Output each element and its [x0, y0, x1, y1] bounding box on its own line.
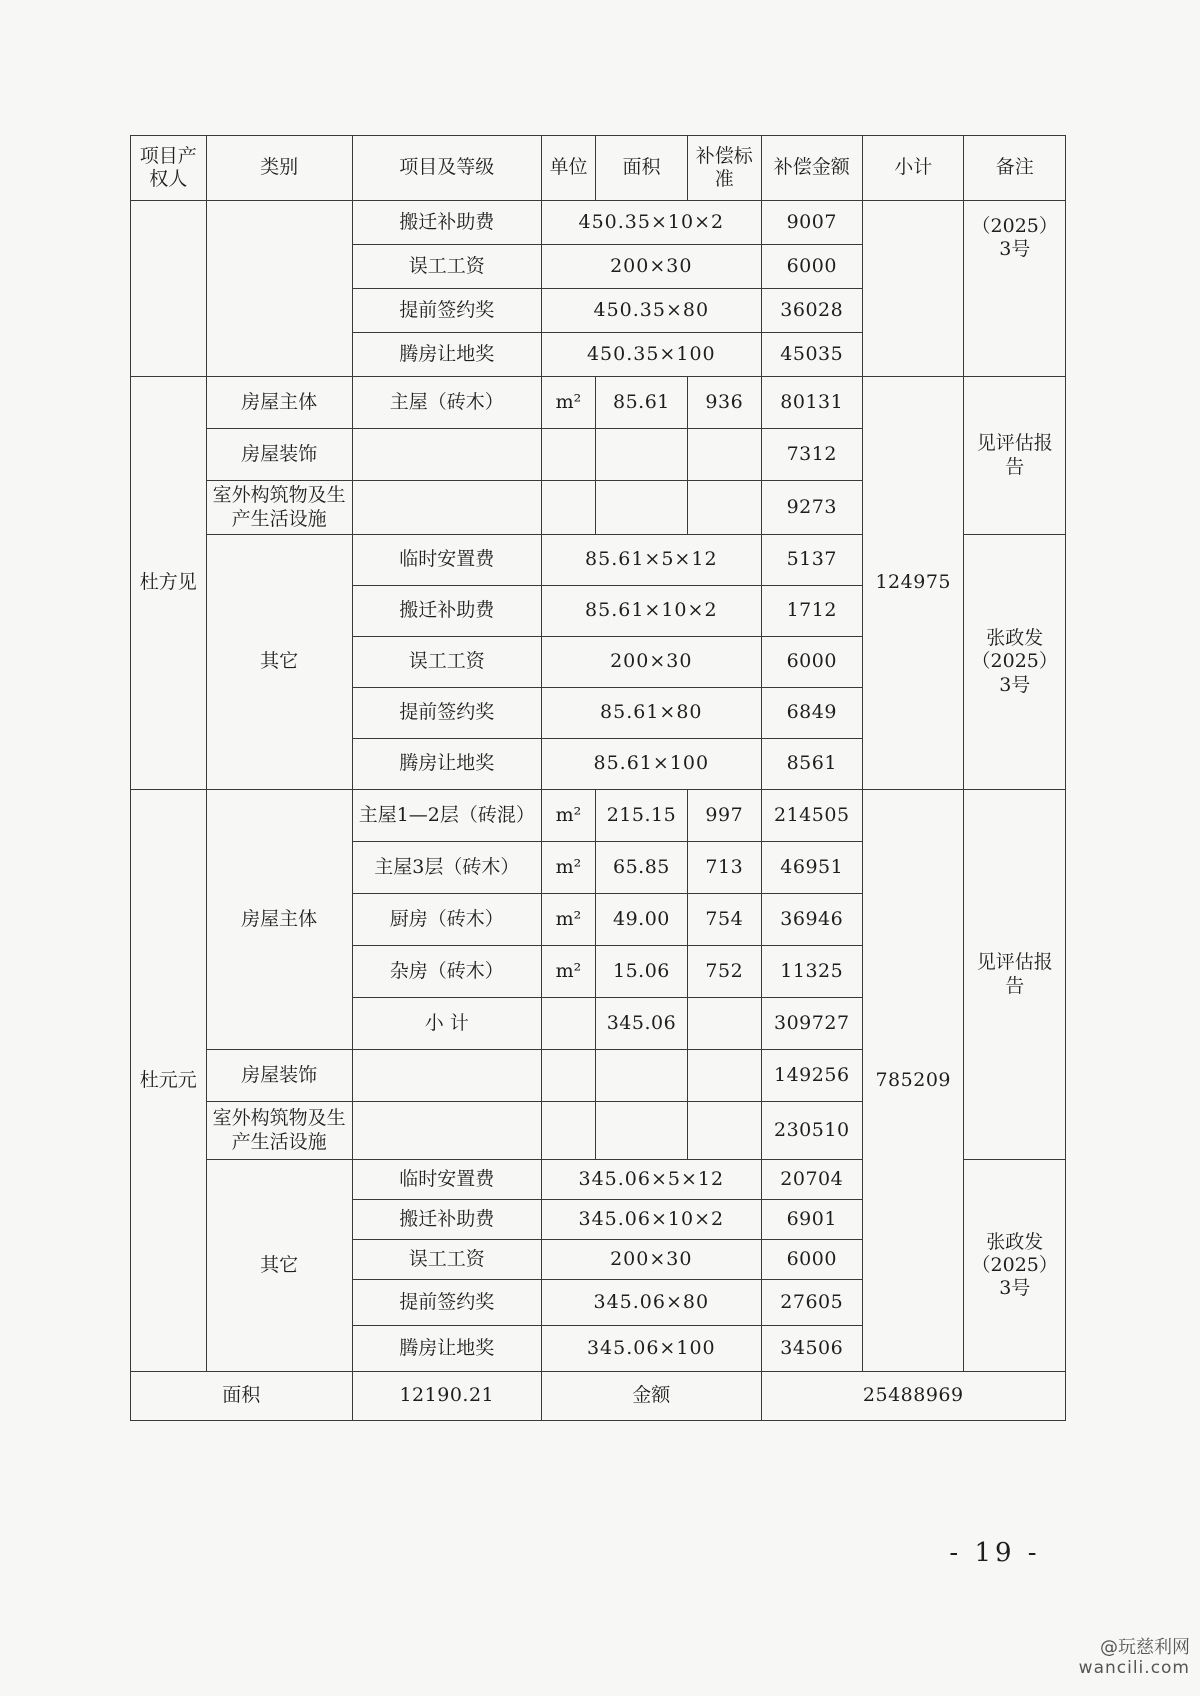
page-number: - 19 - — [949, 1538, 1041, 1568]
header-cell: 补偿金额 — [761, 136, 862, 201]
formula-cell: 85.61×100 — [542, 739, 761, 790]
formula-cell: 200×30 — [542, 245, 761, 289]
category-cell: 房屋主体 — [206, 377, 352, 429]
area-cell — [595, 481, 687, 535]
formula-cell: 85.61×80 — [542, 688, 761, 739]
table-row — [131, 377, 1066, 429]
item-cell: 腾房让地奖 — [352, 739, 541, 790]
item-cell: 搬迁补助费 — [352, 586, 541, 637]
item-cell: 提前签约奖 — [352, 688, 541, 739]
formula-cell: 450.35×80 — [542, 289, 761, 333]
standard-cell — [688, 481, 762, 535]
area-cell — [595, 1050, 687, 1102]
header-cell: 项目及等级 — [352, 136, 541, 201]
header-cell: 单位 — [542, 136, 596, 201]
unit-cell: m² — [542, 894, 596, 946]
item-cell: 腾房让地奖 — [352, 333, 541, 377]
header-cell: 类别 — [206, 136, 352, 201]
item-cell: 误工工资 — [352, 245, 541, 289]
category-cell: 房屋装饰 — [206, 429, 352, 481]
total-amount-value: 25488969 — [761, 1372, 1065, 1421]
watermark-line2: wancili.com — [1078, 1657, 1190, 1678]
item-cell: 主屋3层（砖木） — [352, 842, 541, 894]
header-row — [131, 136, 1066, 201]
compensation-table — [130, 135, 1066, 1421]
subtotal-cell: 785209 — [863, 790, 964, 1372]
item-cell: 提前签约奖 — [352, 289, 541, 333]
unit-cell: m² — [542, 946, 596, 998]
area-cell — [595, 1102, 687, 1160]
header-cell: 项目产权人 — [131, 136, 207, 201]
formula-cell: 345.06×5×12 — [542, 1160, 761, 1200]
formula-cell: 85.61×5×12 — [542, 535, 761, 586]
amount-cell: 230510 — [761, 1102, 862, 1160]
item-cell: 小 计 — [352, 998, 541, 1050]
unit-cell — [542, 429, 596, 481]
standard-cell: 752 — [688, 946, 762, 998]
amount-cell: 8561 — [761, 739, 862, 790]
area-cell: 65.85 — [595, 842, 687, 894]
standard-cell — [688, 1050, 762, 1102]
standard-cell: 754 — [688, 894, 762, 946]
note-cell: （2025）3号 — [964, 201, 1066, 377]
amount-cell: 6000 — [761, 637, 862, 688]
category-cell: 室外构筑物及生产生活设施 — [206, 1102, 352, 1160]
item-cell: 搬迁补助费 — [352, 201, 541, 245]
amount-cell: 6901 — [761, 1200, 862, 1240]
header-cell: 备注 — [964, 136, 1066, 201]
unit-cell: m² — [542, 842, 596, 894]
item-cell: 搬迁补助费 — [352, 1200, 541, 1240]
standard-cell: 997 — [688, 790, 762, 842]
item-cell: 主屋1—2层（砖混） — [352, 790, 541, 842]
formula-cell: 450.35×100 — [542, 333, 761, 377]
area-cell: 15.06 — [595, 946, 687, 998]
category-cell: 其它 — [206, 1160, 352, 1372]
amount-cell: 6000 — [761, 1240, 862, 1280]
standard-cell — [688, 429, 762, 481]
formula-cell: 200×30 — [542, 637, 761, 688]
item-cell: 误工工资 — [352, 1240, 541, 1280]
item-cell: 杂房（砖木） — [352, 946, 541, 998]
amount-cell: 36946 — [761, 894, 862, 946]
standard-cell — [688, 1102, 762, 1160]
item-cell: 临时安置费 — [352, 535, 541, 586]
note-cell: 见评估报告 — [964, 790, 1066, 1160]
note-cell: 张政发（2025）3号 — [964, 535, 1066, 790]
standard-cell: 936 — [688, 377, 762, 429]
owner-cell: 杜方见 — [131, 377, 207, 790]
amount-cell: 80131 — [761, 377, 862, 429]
formula-cell: 450.35×10×2 — [542, 201, 761, 245]
standard-cell: 713 — [688, 842, 762, 894]
category-cell: 室外构筑物及生产生活设施 — [206, 481, 352, 535]
category-cell: 其它 — [206, 535, 352, 790]
totals-row — [131, 1372, 1066, 1421]
owner-cell: 杜元元 — [131, 790, 207, 1372]
item-cell — [352, 481, 541, 535]
header-cell: 小计 — [863, 136, 964, 201]
item-cell: 主屋（砖木） — [352, 377, 541, 429]
amount-cell: 45035 — [761, 333, 862, 377]
amount-cell: 46951 — [761, 842, 862, 894]
unit-cell — [542, 1102, 596, 1160]
item-cell — [352, 429, 541, 481]
category-cell: 房屋装饰 — [206, 1050, 352, 1102]
formula-cell: 345.06×10×2 — [542, 1200, 761, 1240]
item-cell — [352, 1102, 541, 1160]
amount-cell: 9273 — [761, 481, 862, 535]
watermark — [1079, 1638, 1190, 1678]
table-row — [131, 790, 1066, 842]
amount-cell: 309727 — [761, 998, 862, 1050]
category-cell: 房屋主体 — [206, 790, 352, 1050]
unit-cell — [542, 481, 596, 535]
formula-cell: 345.06×80 — [542, 1280, 761, 1326]
amount-cell: 1712 — [761, 586, 862, 637]
area-cell: 215.15 — [595, 790, 687, 842]
header-cell: 面积 — [595, 136, 687, 201]
owner-cell — [131, 201, 207, 377]
subtotal-cell: 124975 — [863, 377, 964, 790]
area-cell: 85.61 — [595, 377, 687, 429]
total-area-label: 面积 — [131, 1372, 353, 1421]
category-cell — [206, 201, 352, 377]
formula-cell: 85.61×10×2 — [542, 586, 761, 637]
header-cell: 补偿标准 — [688, 136, 762, 201]
amount-cell: 27605 — [761, 1280, 862, 1326]
subtotal-cell — [863, 201, 964, 377]
item-cell: 误工工资 — [352, 637, 541, 688]
table-row — [131, 201, 1066, 245]
area-cell — [595, 429, 687, 481]
area-cell: 345.06 — [595, 998, 687, 1050]
total-area-value: 12190.21 — [352, 1372, 541, 1421]
unit-cell: m² — [542, 377, 596, 429]
area-cell: 49.00 — [595, 894, 687, 946]
item-cell: 提前签约奖 — [352, 1280, 541, 1326]
unit-cell: m² — [542, 790, 596, 842]
item-cell: 厨房（砖木） — [352, 894, 541, 946]
item-cell — [352, 1050, 541, 1102]
watermark-line1: @玩慈利网 — [1100, 1637, 1190, 1658]
amount-cell: 6000 — [761, 245, 862, 289]
item-cell: 腾房让地奖 — [352, 1326, 541, 1372]
amount-cell: 6849 — [761, 688, 862, 739]
formula-cell: 345.06×100 — [542, 1326, 761, 1372]
formula-cell: 200×30 — [542, 1240, 761, 1280]
amount-cell: 5137 — [761, 535, 862, 586]
amount-cell: 214505 — [761, 790, 862, 842]
note-cell: 见评估报告 — [964, 377, 1066, 535]
unit-cell — [542, 1050, 596, 1102]
amount-cell: 34506 — [761, 1326, 862, 1372]
standard-cell — [688, 998, 762, 1050]
amount-cell: 9007 — [761, 201, 862, 245]
note-cell: 张政发（2025）3号 — [964, 1160, 1066, 1372]
unit-cell — [542, 998, 596, 1050]
amount-cell: 7312 — [761, 429, 862, 481]
amount-cell: 20704 — [761, 1160, 862, 1200]
item-cell: 临时安置费 — [352, 1160, 541, 1200]
amount-cell: 36028 — [761, 289, 862, 333]
amount-cell: 11325 — [761, 946, 862, 998]
total-amount-label: 金额 — [542, 1372, 761, 1421]
amount-cell: 149256 — [761, 1050, 862, 1102]
